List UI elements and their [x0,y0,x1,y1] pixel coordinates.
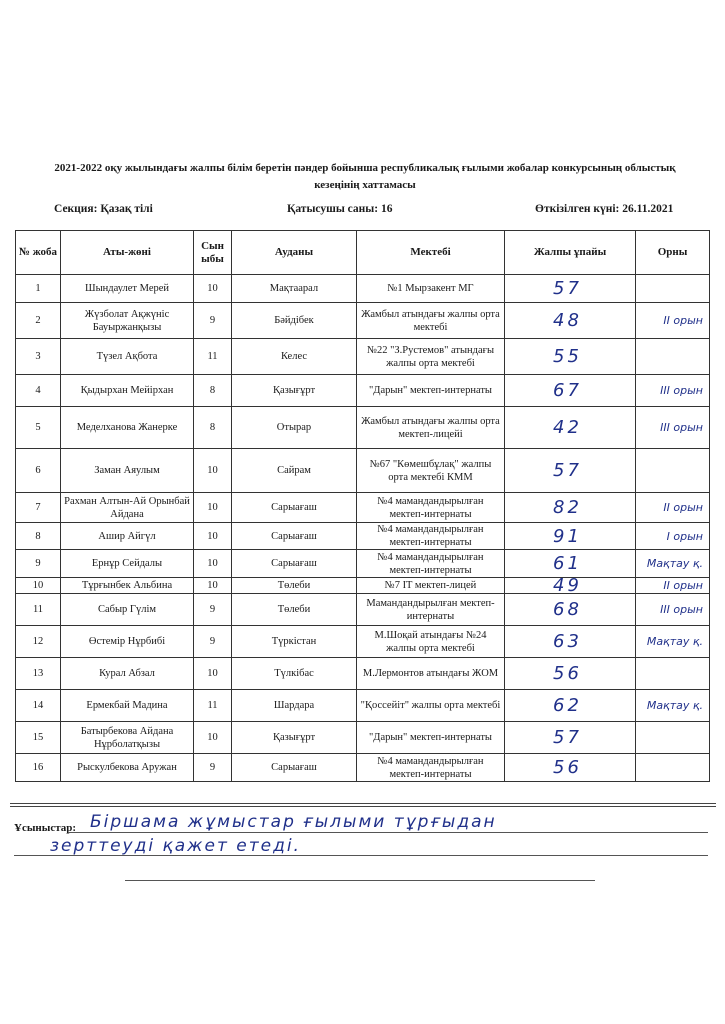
cell-grade: 10 [194,523,232,550]
cell-num: 3 [16,339,61,375]
cell-score: 91 [505,523,636,550]
cell-school: "Дарын" мектеп-интернаты [357,375,505,407]
cell-district: Сарыағаш [232,493,357,523]
cell-score: 55 [505,339,636,375]
table-row [16,375,710,407]
signature-line [125,880,595,881]
cell-district: Төлеби [232,578,357,594]
cell-school: Мамандандырылған мектеп-интернаты [357,594,505,626]
header-school: Мектебі [357,231,505,275]
cell-name: Ашир Айгүл [61,523,194,550]
cell-place: III орын [636,407,710,449]
header-district: Ауданы [232,231,357,275]
cell-name: Өстемір Нұрбибі [61,626,194,658]
cell-score: 62 [505,690,636,722]
cell-name: Сабыр Гүлім [61,594,194,626]
table-row [16,658,710,690]
table-header-row [16,231,710,275]
cell-score: 49 [505,578,636,594]
cell-num: 11 [16,594,61,626]
header-grade: Сын ыбы [194,231,232,275]
cell-grade: 8 [194,407,232,449]
cell-district: Қазығұрт [232,375,357,407]
cell-school: "Қоссейіт" жалпы орта мектебі [357,690,505,722]
table-row [16,493,710,523]
cell-place [636,449,710,493]
cell-name: Батырбекова Айдана Нұрболатқызы [61,722,194,754]
cell-grade: 9 [194,754,232,782]
cell-grade: 10 [194,449,232,493]
cell-district: Бәйдібек [232,303,357,339]
cell-num: 13 [16,658,61,690]
cell-num: 4 [16,375,61,407]
cell-grade: 10 [194,275,232,303]
cell-place: II орын [636,493,710,523]
cell-score: 57 [505,722,636,754]
cell-grade: 8 [194,375,232,407]
cell-district: Сарыағаш [232,523,357,550]
cell-score: 67 [505,375,636,407]
cell-district: Отырар [232,407,357,449]
table-row [16,594,710,626]
cell-score: 61 [505,550,636,578]
cell-school: Жамбыл атындағы жалпы орта мектебі [357,303,505,339]
table-row [16,407,710,449]
cell-place: Мақтау қ. [636,690,710,722]
cell-place: Мақтау қ. [636,626,710,658]
writing-line [14,855,708,856]
cell-num: 7 [16,493,61,523]
results-table [15,230,710,782]
table-row [16,303,710,339]
cell-grade: 9 [194,626,232,658]
cell-score: 48 [505,303,636,339]
cell-school: Жамбыл атындағы жалпы орта мектеп-лицейі [357,407,505,449]
header-num: № жоба [16,231,61,275]
cell-num: 5 [16,407,61,449]
cell-num: 6 [16,449,61,493]
cell-name: Рыскулбекова Аружан [61,754,194,782]
table-row [16,626,710,658]
header-place: Орны [636,231,710,275]
cell-school: №4 мамандандырылған мектеп-интернаты [357,493,505,523]
cell-num: 9 [16,550,61,578]
cell-district: Сарыағаш [232,754,357,782]
cell-district: Түлкібас [232,658,357,690]
cell-score: 57 [505,449,636,493]
cell-school: №22 "З.Рустемов" атындағы жалпы орта мектебі [357,339,505,375]
cell-school: №4 мамандандырылған мектеп-интернаты [357,550,505,578]
cell-place [636,275,710,303]
cell-school: №67 "Көмешбұлақ" жалпы орта мектебі КММ [357,449,505,493]
cell-name: Тұрғынбек Альбина [61,578,194,594]
cell-name: Рахман Алтын-Ай Орынбай Айдана [61,493,194,523]
cell-num: 10 [16,578,61,594]
table-row [16,523,710,550]
cell-place [636,754,710,782]
header-name: Аты-жөні [61,231,194,275]
cell-name: Курал Абзал [61,658,194,690]
recommendation-text-line-1: Біршама жұмыстар ғылыми тұрғыдан [90,812,497,832]
cell-place [636,339,710,375]
cell-district: Сайрам [232,449,357,493]
cell-school: №1 Мырзакент МГ [357,275,505,303]
table-row [16,754,710,782]
table-row [16,690,710,722]
table-row [16,578,710,594]
cell-grade: 11 [194,339,232,375]
cell-num: 16 [16,754,61,782]
header-score: Жалпы ұпайы [505,231,636,275]
divider-line [10,806,716,807]
cell-name: Шындаулет Мерей [61,275,194,303]
cell-place: II орын [636,303,710,339]
section-label: Секция: Қазақ тілі [54,203,153,215]
table-row [16,449,710,493]
cell-score: 56 [505,658,636,690]
cell-school: М.Шоқай атындағы №24 жалпы орта мектебі [357,626,505,658]
cell-district: Сарыағаш [232,550,357,578]
cell-score: 82 [505,493,636,523]
cell-num: 15 [16,722,61,754]
cell-name: Ернұр Сейдалы [61,550,194,578]
document-title [40,160,690,194]
cell-score: 42 [505,407,636,449]
cell-grade: 10 [194,550,232,578]
table-row [16,550,710,578]
cell-num: 12 [16,626,61,658]
cell-grade: 11 [194,690,232,722]
title-line-1: 2021-2022 оқу жылындағы жалпы білім беретін пәндер бойынша республикалық ғылыми жобалар конкурсының облыстық [54,162,676,174]
title-line-2: кезеңінің хаттамасы [314,179,416,191]
cell-place: I орын [636,523,710,550]
cell-grade: 10 [194,578,232,594]
cell-place: III орын [636,375,710,407]
cell-name: Ермекбай Мадина [61,690,194,722]
cell-num: 1 [16,275,61,303]
cell-grade: 10 [194,493,232,523]
table-row [16,722,710,754]
cell-grade: 10 [194,722,232,754]
cell-district: Шардара [232,690,357,722]
cell-place: II орын [636,578,710,594]
cell-place: Мақтау қ. [636,550,710,578]
cell-num: 8 [16,523,61,550]
cell-school: М.Лермонтов атындағы ЖОМ [357,658,505,690]
cell-school: №7 IT мектеп-лицей [357,578,505,594]
cell-place [636,658,710,690]
cell-name: Қыдырхан Мейірхан [61,375,194,407]
table-row [16,339,710,375]
cell-school: №4 мамандандырылған мектеп-интернаты [357,754,505,782]
cell-place: III орын [636,594,710,626]
cell-num: 2 [16,303,61,339]
cell-name: Жүзболат Ақжүніс Бауыржанқызы [61,303,194,339]
divider-line [10,803,716,804]
cell-name: Түзел Ақбота [61,339,194,375]
participant-count: Қатысушы саны: 16 [287,203,393,215]
cell-district: Мақтаарал [232,275,357,303]
table-body [16,275,710,782]
cell-district: Төлеби [232,594,357,626]
cell-place [636,722,710,754]
cell-grade: 9 [194,303,232,339]
cell-score: 57 [505,275,636,303]
cell-score: 56 [505,754,636,782]
cell-score: 68 [505,594,636,626]
cell-district: Түркістан [232,626,357,658]
cell-name: Заман Аяулым [61,449,194,493]
cell-num: 14 [16,690,61,722]
table-row [16,275,710,303]
cell-school: "Дарын" мектеп-интернаты [357,722,505,754]
writing-line [68,832,708,833]
recommendation-text-line-2: зерттеуді қажет етеді. [50,836,301,856]
cell-district: Қазығұрт [232,722,357,754]
cell-district: Келес [232,339,357,375]
date-label: Өткізілген күні: 26.11.2021 [535,203,674,215]
cell-school: №4 мамандандырылған мектеп-интернаты [357,523,505,550]
cell-score: 63 [505,626,636,658]
cell-grade: 10 [194,658,232,690]
cell-grade: 9 [194,594,232,626]
recommendation-label: Ұсыныстар: [14,822,77,834]
cell-name: Меделханова Жанерке [61,407,194,449]
